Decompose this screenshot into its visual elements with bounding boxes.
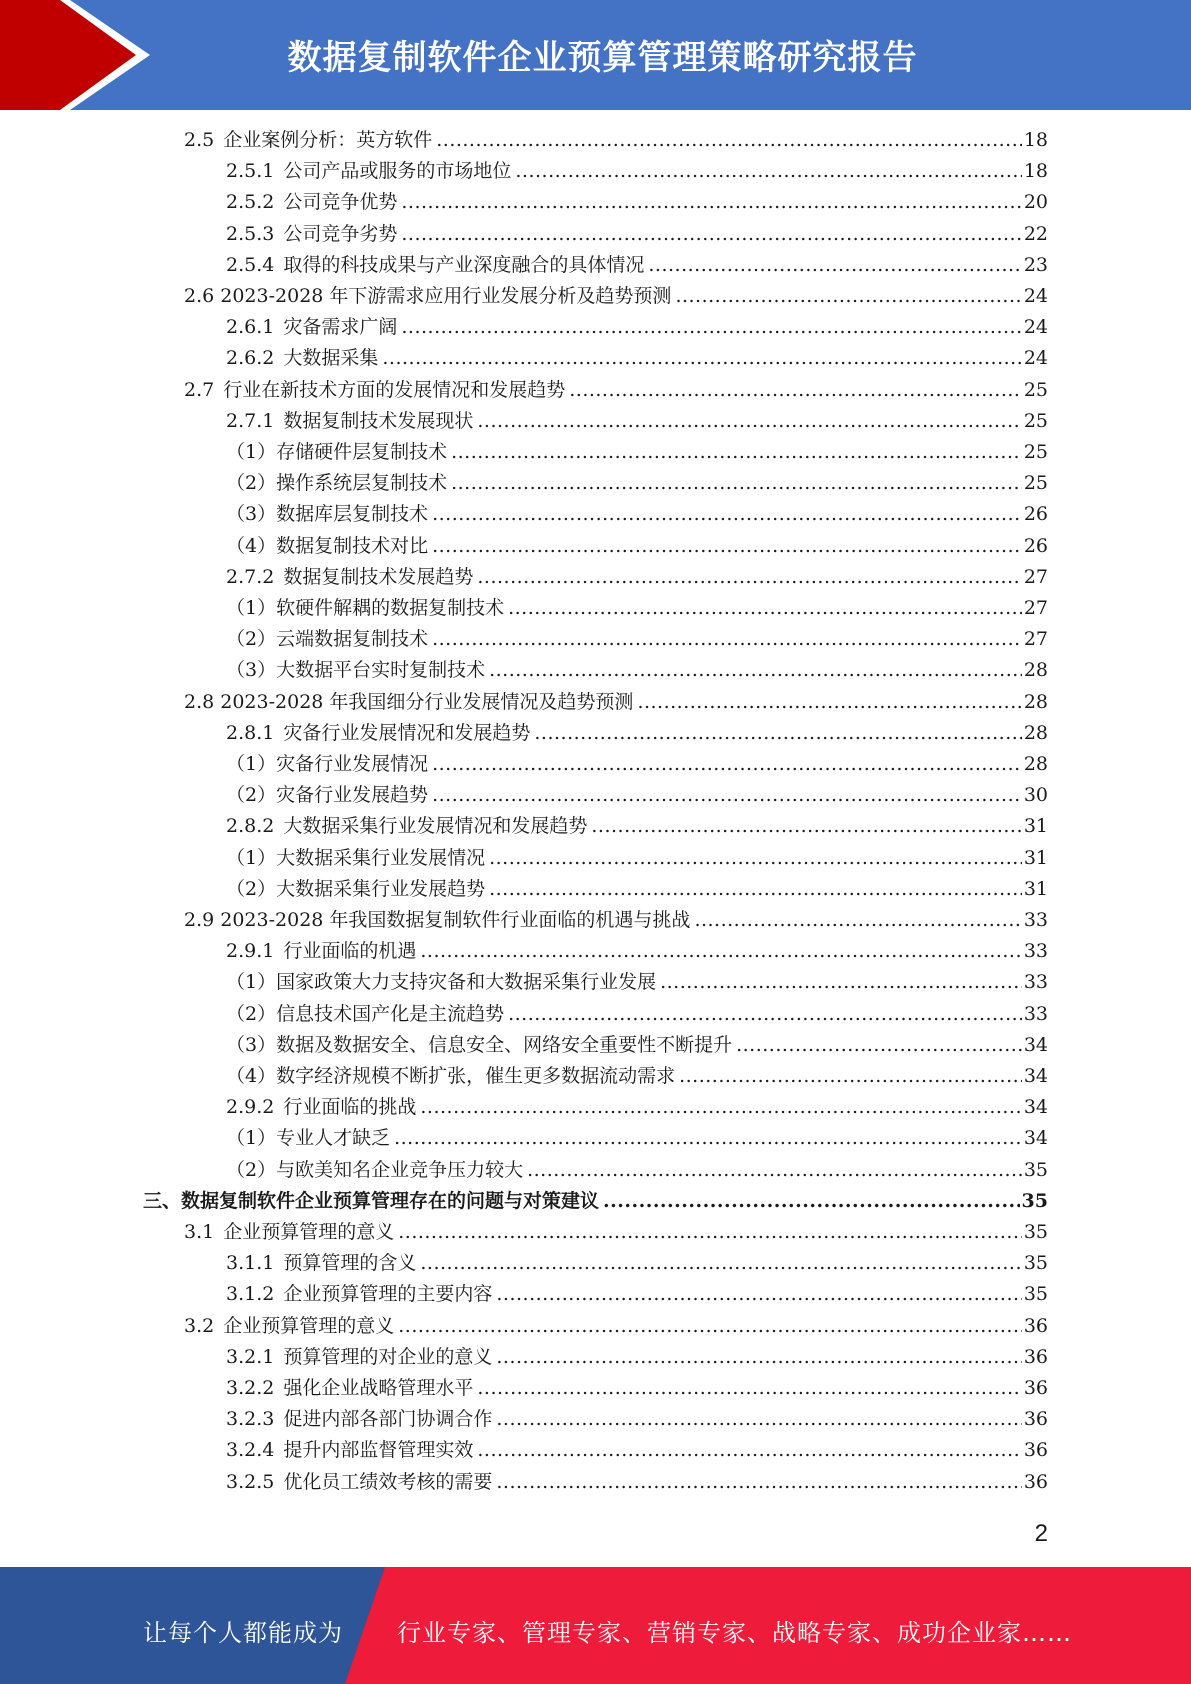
toc-entry-page: 30 bbox=[1023, 784, 1048, 807]
toc-entry-title: 行业在新技术方面的发展情况和发展趋势 bbox=[223, 378, 566, 401]
toc-dot-leader bbox=[660, 970, 1022, 994]
toc-entry-number: 3.2.5 bbox=[226, 1470, 275, 1493]
toc-entry-page: 25 bbox=[1023, 441, 1048, 463]
toc-dot-leader bbox=[420, 1251, 1021, 1275]
toc-dot-leader bbox=[496, 1345, 1021, 1369]
toc-entry-number: 2.5.2 bbox=[226, 191, 275, 214]
toc-entry-number: 3.1 bbox=[184, 1221, 215, 1243]
toc-entry[interactable] bbox=[184, 128, 1048, 152]
toc-entry[interactable] bbox=[184, 690, 1048, 714]
toc-entry[interactable] bbox=[226, 440, 1048, 464]
toc-entry-page: 33 bbox=[1023, 1002, 1048, 1025]
toc-entry-title: 企业预算管理的意义 bbox=[223, 1314, 395, 1337]
toc-entry-title: 大数据采集行业发展情况和发展趋势 bbox=[283, 815, 588, 838]
toc-entry-page: 28 bbox=[1023, 721, 1048, 744]
toc-entry-title: 2.6 2023-2028 年下游需求应用行业发展分析及趋势预测 bbox=[184, 285, 672, 307]
toc-dot-leader bbox=[694, 908, 1021, 932]
toc-dot-leader bbox=[534, 721, 1021, 745]
toc-entry[interactable] bbox=[226, 1158, 1048, 1182]
toc-entry-page: 36 bbox=[1023, 1377, 1048, 1399]
toc-entry-title: 公司产品或服务的市场地位 bbox=[283, 160, 512, 183]
toc-entry[interactable] bbox=[226, 1126, 1048, 1150]
toc-entry-title: （3）数据库层复制技术 bbox=[226, 503, 429, 526]
toc-dot-leader bbox=[508, 1002, 1022, 1026]
toc-entry[interactable] bbox=[226, 222, 1048, 246]
toc-entry-page: 18 bbox=[1023, 160, 1048, 183]
toc-dot-leader bbox=[401, 190, 1021, 214]
toc-entry-number: 2.5.1 bbox=[226, 160, 275, 183]
report-header bbox=[0, 0, 1191, 110]
toc-entry-title: （4）数据复制技术对比 bbox=[226, 534, 429, 557]
toc-entry[interactable] bbox=[226, 939, 1048, 963]
toc-entry-title: 数据复制技术发展现状 bbox=[283, 409, 474, 432]
toc-entry-number: 3.2.4 bbox=[226, 1439, 275, 1462]
toc-entry-page: 27 bbox=[1023, 565, 1048, 588]
toc-entry-number: 2.7 bbox=[184, 378, 215, 401]
toc-entry[interactable] bbox=[226, 1470, 1048, 1494]
toc-entry-title: （4）数字经济规模不断扩张，催生更多数据流动需求 bbox=[226, 1065, 676, 1087]
page-number: 2 bbox=[1034, 1520, 1048, 1547]
toc-dot-leader bbox=[569, 378, 1022, 402]
toc-dot-leader bbox=[432, 627, 1022, 651]
toc-entry[interactable] bbox=[226, 846, 1048, 870]
toc-entry-title: （2）云端数据复制技术 bbox=[226, 628, 429, 651]
toc-dot-leader bbox=[603, 1189, 1020, 1213]
toc-entry-title: 灾备行业发展情况和发展趋势 bbox=[283, 721, 531, 744]
toc-dot-leader bbox=[401, 315, 1021, 339]
toc-entry-number: 3.2 bbox=[184, 1314, 215, 1337]
toc-dot-leader bbox=[515, 159, 1021, 183]
toc-entry-page: 27 bbox=[1023, 628, 1048, 651]
toc-entry-title: （2）大数据采集行业发展趋势 bbox=[226, 877, 486, 900]
toc-entry-title: 强化企业战略管理水平 bbox=[283, 1377, 474, 1399]
toc-dot-leader bbox=[496, 1470, 1021, 1494]
toc-entry-title: （2）与欧美知名企业竞争压力较大 bbox=[226, 1158, 524, 1181]
toc-entry-title: （3）数据及数据安全、信息安全、网络安全重要性不断提升 bbox=[226, 1033, 733, 1056]
toc-entry-page: 28 bbox=[1023, 659, 1048, 682]
toc-entry-title: （1）大数据采集行业发展情况 bbox=[226, 846, 486, 869]
toc-dot-leader bbox=[679, 1064, 1022, 1088]
toc-entry[interactable] bbox=[226, 1064, 1048, 1088]
toc-entry-page: 33 bbox=[1023, 909, 1048, 931]
toc-entry[interactable] bbox=[226, 1033, 1048, 1057]
toc-dot-leader bbox=[496, 1282, 1021, 1306]
toc-dot-leader bbox=[591, 814, 1021, 838]
toc-entry-number: 3.2.2 bbox=[226, 1377, 275, 1399]
toc-entry-title: 预算管理的对企业的意义 bbox=[283, 1345, 493, 1368]
toc-entry-title: 2.8 2023-2028 年我国细分行业发展情况及趋势预测 bbox=[184, 690, 634, 713]
toc-entry[interactable] bbox=[184, 1220, 1048, 1244]
toc-entry-page: 36 bbox=[1023, 1314, 1048, 1337]
toc-entry[interactable] bbox=[226, 721, 1048, 745]
toc-entry-number: 2.7.2 bbox=[226, 565, 275, 588]
toc-entry[interactable] bbox=[226, 658, 1048, 682]
toc-entry-page: 34 bbox=[1023, 1065, 1048, 1087]
footer-slogan-left: 让每个人都能成为 bbox=[143, 1619, 343, 1647]
toc-entry-number: 2.6.2 bbox=[226, 347, 275, 370]
toc-entry-title: （1）国家政策大力支持灾备和大数据采集行业发展 bbox=[226, 971, 657, 994]
toc-entry-title: （1）存储硬件层复制技术 bbox=[226, 441, 448, 463]
toc-entry-title: 优化员工绩效考核的需要 bbox=[283, 1470, 493, 1493]
toc-entry[interactable] bbox=[226, 190, 1048, 214]
toc-entry[interactable] bbox=[226, 1095, 1048, 1119]
toc-entry[interactable] bbox=[226, 315, 1048, 339]
toc-entry-number: 2.5.3 bbox=[226, 222, 275, 245]
toc-entry-page: 18 bbox=[1023, 129, 1048, 151]
toc-dot-leader bbox=[432, 783, 1022, 807]
toc-dot-leader bbox=[436, 128, 1022, 152]
toc-entry-number: 3.1.1 bbox=[226, 1252, 275, 1275]
toc-entry-page: 26 bbox=[1023, 503, 1048, 526]
toc-dot-leader bbox=[489, 846, 1022, 870]
toc-entry-title: 促进内部各部门协调合作 bbox=[283, 1408, 493, 1431]
toc-entry-page: 25 bbox=[1023, 378, 1048, 401]
toc-entry[interactable] bbox=[226, 409, 1048, 433]
toc-entry-page: 33 bbox=[1023, 940, 1048, 963]
toc-entry-title: （1）专业人才缺乏 bbox=[226, 1127, 391, 1150]
toc-entry-page: 24 bbox=[1023, 347, 1048, 370]
toc-dot-leader bbox=[451, 440, 1022, 464]
toc-entry-page: 20 bbox=[1023, 191, 1048, 214]
toc-entry[interactable] bbox=[226, 877, 1048, 901]
toc-dot-leader bbox=[496, 1407, 1021, 1431]
toc-dot-leader bbox=[637, 690, 1021, 714]
toc-entry-page: 35 bbox=[1023, 1283, 1048, 1306]
toc-dot-leader bbox=[477, 409, 1021, 433]
toc-dot-leader bbox=[489, 658, 1022, 682]
toc-entry-title: 公司竞争劣势 bbox=[283, 222, 398, 245]
toc-dot-leader bbox=[451, 471, 1022, 495]
toc-entry[interactable] bbox=[226, 1407, 1048, 1431]
toc-entry[interactable] bbox=[184, 1314, 1048, 1338]
toc-entry-number: 2.5 bbox=[184, 129, 215, 151]
toc-entry-number: 2.8.1 bbox=[226, 721, 275, 744]
toc-entry[interactable] bbox=[226, 534, 1048, 558]
toc-entry[interactable] bbox=[226, 471, 1048, 495]
toc-entry-title: 行业面临的机遇 bbox=[283, 940, 417, 963]
toc-dot-leader bbox=[420, 939, 1021, 963]
toc-entry-page: 34 bbox=[1023, 1033, 1048, 1056]
toc-entry[interactable] bbox=[184, 908, 1048, 932]
toc-entry-number: 3.2.1 bbox=[226, 1345, 275, 1368]
toc-dot-leader bbox=[675, 284, 1021, 308]
toc-entry-title: （1）灾备行业发展情况 bbox=[226, 753, 429, 775]
toc-entry-title: 预算管理的含义 bbox=[283, 1252, 417, 1275]
toc-entry-page: 35 bbox=[1023, 1221, 1048, 1243]
toc-entry[interactable] bbox=[143, 1189, 1048, 1213]
toc-dot-leader bbox=[394, 1126, 1022, 1150]
toc-entry-page: 31 bbox=[1023, 815, 1048, 838]
toc-entry-title: （1）软硬件解耦的数据复制技术 bbox=[226, 597, 505, 619]
toc-dot-leader bbox=[401, 222, 1021, 246]
toc-entry-page: 36 bbox=[1023, 1345, 1048, 1368]
toc-entry-page: 36 bbox=[1023, 1439, 1048, 1462]
toc-entry-page: 24 bbox=[1023, 285, 1048, 307]
toc-dot-leader bbox=[477, 1438, 1021, 1462]
toc-dot-leader bbox=[432, 752, 1022, 776]
toc-dot-leader bbox=[527, 1158, 1022, 1182]
toc-entry-page: 35 bbox=[1023, 1158, 1048, 1181]
toc-entry-page: 31 bbox=[1023, 877, 1048, 900]
toc-entry[interactable] bbox=[226, 502, 1048, 526]
toc-dot-leader bbox=[477, 565, 1021, 589]
toc-entry-page: 34 bbox=[1023, 1096, 1048, 1119]
toc-dot-leader bbox=[508, 596, 1022, 620]
toc-entry-page: 33 bbox=[1023, 971, 1048, 994]
toc-dot-leader bbox=[432, 502, 1022, 526]
toc-entry-title: 企业案例分析：英方软件 bbox=[223, 129, 433, 151]
toc-entry[interactable] bbox=[226, 1251, 1048, 1275]
toc-entry-number: 2.7.1 bbox=[226, 409, 275, 432]
toc-entry-page: 35 bbox=[1023, 1252, 1048, 1275]
toc-entry-number: 2.9.1 bbox=[226, 940, 275, 963]
toc-entry-title: 行业面临的挑战 bbox=[283, 1096, 417, 1119]
toc-entry-page: 26 bbox=[1023, 534, 1048, 557]
toc-entry[interactable] bbox=[226, 783, 1048, 807]
toc-entry-title: 取得的科技成果与产业深度融合的具体情况 bbox=[283, 253, 645, 276]
toc-entry-page: 36 bbox=[1023, 1408, 1048, 1431]
toc-entry-title: （2）灾备行业发展趋势 bbox=[226, 784, 429, 807]
toc-entry-title: 2.9 2023-2028 年我国数据复制软件行业面临的机遇与挑战 bbox=[184, 909, 691, 931]
toc-entry-title: （2）操作系统层复制技术 bbox=[226, 472, 448, 495]
toc-entry-page: 25 bbox=[1023, 472, 1048, 495]
toc-entry-page: 23 bbox=[1023, 253, 1048, 276]
toc-entry-page: 25 bbox=[1023, 409, 1048, 432]
toc-entry-page: 28 bbox=[1023, 690, 1048, 713]
toc-entry-title: 企业预算管理的主要内容 bbox=[283, 1283, 493, 1306]
toc-entry-page: 31 bbox=[1023, 846, 1048, 869]
toc-entry-title: 数据复制技术发展趋势 bbox=[283, 565, 474, 588]
toc-dot-leader bbox=[648, 253, 1021, 277]
toc-entry[interactable] bbox=[226, 565, 1048, 589]
toc-dot-leader bbox=[736, 1033, 1022, 1057]
toc-dot-leader bbox=[398, 1220, 1022, 1244]
toc-entry[interactable] bbox=[226, 970, 1048, 994]
toc-entry-title: 三、数据复制软件企业预算管理存在的问题与对策建议 bbox=[143, 1189, 600, 1212]
toc-entry[interactable] bbox=[226, 346, 1048, 370]
toc-entry[interactable] bbox=[226, 253, 1048, 277]
toc-entry-title: 企业预算管理的意义 bbox=[223, 1221, 395, 1243]
toc-entry[interactable] bbox=[226, 814, 1048, 838]
toc-entry-title: 公司竞争优势 bbox=[283, 191, 398, 214]
toc-entry[interactable] bbox=[226, 627, 1048, 651]
toc-dot-leader bbox=[382, 346, 1021, 370]
toc-entry[interactable] bbox=[226, 1345, 1048, 1369]
toc-entry-page: 22 bbox=[1023, 222, 1048, 245]
toc-entry-page: 27 bbox=[1023, 597, 1048, 619]
report-title: 数据复制软件企业预算管理策略研究报告 bbox=[287, 38, 918, 78]
toc-entry-title: 灾备需求广阔 bbox=[283, 316, 398, 339]
toc-entry-page: 34 bbox=[1023, 1127, 1048, 1150]
toc-entry[interactable] bbox=[226, 1376, 1048, 1400]
toc-entry-page: 28 bbox=[1023, 753, 1048, 775]
toc-entry[interactable] bbox=[226, 596, 1048, 620]
toc-dot-leader bbox=[432, 534, 1022, 558]
toc-entry[interactable] bbox=[184, 284, 1048, 308]
toc-entry-number: 2.8.2 bbox=[226, 815, 275, 838]
toc-entry-title: 大数据采集 bbox=[283, 347, 379, 370]
toc-entry[interactable] bbox=[226, 1438, 1048, 1462]
toc-entry[interactable] bbox=[226, 1002, 1048, 1026]
toc-entry-number: 2.5.4 bbox=[226, 253, 275, 276]
toc-entry-title: （2）信息技术国产化是主流趋势 bbox=[226, 1002, 505, 1025]
toc-dot-leader bbox=[420, 1095, 1021, 1119]
toc-dot-leader bbox=[477, 1376, 1021, 1400]
toc-entry-page: 35 bbox=[1021, 1189, 1048, 1212]
toc-entry-number: 3.2.3 bbox=[226, 1408, 275, 1431]
toc-entry-title: （3）大数据平台实时复制技术 bbox=[226, 659, 486, 682]
toc-entry-page: 24 bbox=[1023, 316, 1048, 339]
toc-entry-title: 提升内部监督管理实效 bbox=[283, 1439, 474, 1462]
toc-dot-leader bbox=[489, 877, 1022, 901]
toc-entry[interactable] bbox=[226, 752, 1048, 776]
toc-entry-page: 36 bbox=[1023, 1470, 1048, 1493]
toc-entry-number: 2.9.2 bbox=[226, 1096, 275, 1119]
toc-entry[interactable] bbox=[226, 1282, 1048, 1306]
toc-entry-number: 2.6.1 bbox=[226, 316, 275, 339]
toc-entry[interactable] bbox=[226, 159, 1048, 183]
footer-slogan-right: 行业专家、管理专家、营销专家、战略专家、成功企业家…… bbox=[397, 1619, 1072, 1647]
toc-entry-number: 3.1.2 bbox=[226, 1283, 275, 1306]
toc-entry[interactable] bbox=[184, 378, 1048, 402]
toc-dot-leader bbox=[398, 1314, 1022, 1338]
